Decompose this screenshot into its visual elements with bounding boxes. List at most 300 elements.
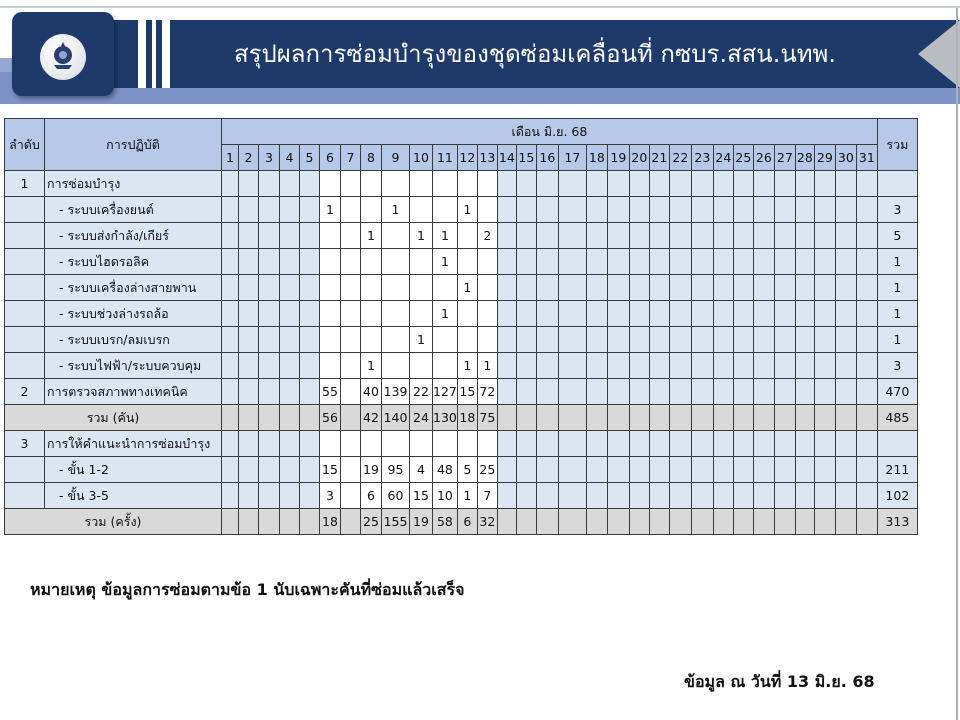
day-cell <box>497 509 516 535</box>
day-cell <box>558 327 586 353</box>
day-cell: 40 <box>361 379 382 405</box>
day-cell <box>361 301 382 327</box>
day-cell <box>320 275 341 301</box>
day-cell: 1 <box>410 223 433 249</box>
day-cell <box>341 197 361 223</box>
day-cell <box>280 483 300 509</box>
day-cell <box>607 301 629 327</box>
day-cell: 1 <box>457 483 477 509</box>
day-cell <box>280 301 300 327</box>
day-cell <box>774 509 795 535</box>
day-cell <box>558 457 586 483</box>
day-cell <box>497 171 516 197</box>
day-header-cell: 3 <box>259 145 280 171</box>
row-number: 1 <box>5 171 45 197</box>
day-cell <box>239 431 259 457</box>
day-cell <box>795 457 814 483</box>
day-header-cell: 31 <box>856 145 877 171</box>
day-cell <box>457 301 477 327</box>
day-cell <box>795 171 814 197</box>
day-cell <box>558 509 586 535</box>
day-header-cell: 28 <box>795 145 814 171</box>
day-cell <box>856 327 877 353</box>
row-total: 1 <box>877 327 917 353</box>
day-cell <box>649 509 669 535</box>
day-cell <box>433 431 458 457</box>
day-cell <box>774 249 795 275</box>
day-cell <box>239 223 259 249</box>
table-row <box>5 249 918 275</box>
day-cell <box>795 405 814 431</box>
emblem-logo <box>40 34 86 80</box>
row-label: - ขั้น 3-5 <box>45 483 222 509</box>
day-cell: 58 <box>433 509 458 535</box>
day-cell <box>361 275 382 301</box>
day-cell: 24 <box>410 405 433 431</box>
day-cell <box>516 483 536 509</box>
total-row <box>5 509 918 535</box>
day-cell <box>713 327 733 353</box>
day-cell <box>320 301 341 327</box>
table-row <box>5 327 918 353</box>
day-cell <box>856 171 877 197</box>
day-cell <box>669 171 691 197</box>
day-cell: 25 <box>361 509 382 535</box>
total-label: รวม (คัน) <box>5 405 222 431</box>
row-total: 1 <box>877 275 917 301</box>
day-cell <box>856 509 877 535</box>
day-cell <box>856 223 877 249</box>
day-cell <box>774 405 795 431</box>
row-number <box>5 353 45 379</box>
day-cell <box>586 353 607 379</box>
row-number <box>5 275 45 301</box>
day-cell <box>691 171 713 197</box>
day-cell <box>536 301 558 327</box>
row-total: 485 <box>877 405 917 431</box>
day-cell: 130 <box>433 405 458 431</box>
row-number <box>5 223 45 249</box>
day-cell <box>753 223 774 249</box>
day-cell: 1 <box>457 353 477 379</box>
day-cell <box>222 353 239 379</box>
day-cell <box>795 301 814 327</box>
day-cell <box>691 457 713 483</box>
day-cell <box>239 379 259 405</box>
day-cell <box>516 353 536 379</box>
day-cell <box>382 353 410 379</box>
day-cell: 2 <box>477 223 497 249</box>
day-cell <box>856 457 877 483</box>
day-cell <box>649 249 669 275</box>
day-cell <box>649 275 669 301</box>
day-cell <box>516 223 536 249</box>
row-label: - ระบบไฟฟ้า/ระบบควบคุม <box>45 353 222 379</box>
day-cell <box>669 301 691 327</box>
day-cell <box>691 353 713 379</box>
day-cell <box>259 249 280 275</box>
day-cell <box>835 327 856 353</box>
page-title: สรุปผลการซ่อมบำรุงของชุดซ่อมเคลื่อนที่ กซบร.สสน.นทพ. <box>233 40 837 68</box>
day-cell <box>856 483 877 509</box>
day-cell <box>239 457 259 483</box>
day-cell <box>629 197 649 223</box>
day-cell <box>239 483 259 509</box>
day-cell <box>607 431 629 457</box>
right-border <box>956 8 958 720</box>
day-header-cell: 15 <box>516 145 536 171</box>
day-cell <box>774 301 795 327</box>
day-cell <box>753 509 774 535</box>
day-cell <box>382 223 410 249</box>
day-cell <box>586 405 607 431</box>
day-cell <box>361 249 382 275</box>
day-cell: 140 <box>382 405 410 431</box>
day-cell <box>629 275 649 301</box>
day-cell <box>733 249 753 275</box>
day-cell <box>586 197 607 223</box>
day-cell <box>558 301 586 327</box>
day-cell <box>280 171 300 197</box>
day-cell <box>649 431 669 457</box>
day-cell <box>477 171 497 197</box>
row-total: 470 <box>877 379 917 405</box>
day-cell <box>259 223 280 249</box>
day-cell <box>477 197 497 223</box>
day-cell <box>835 223 856 249</box>
table-row <box>5 223 918 249</box>
day-cell <box>835 353 856 379</box>
day-cell <box>259 353 280 379</box>
day-cell <box>320 223 341 249</box>
row-number <box>5 327 45 353</box>
day-cell <box>300 171 320 197</box>
day-cell <box>320 353 341 379</box>
day-cell <box>497 197 516 223</box>
day-cell <box>795 275 814 301</box>
day-cell: 1 <box>382 197 410 223</box>
table-row <box>5 431 918 457</box>
day-cell <box>835 457 856 483</box>
day-header-cell: 19 <box>607 145 629 171</box>
day-cell <box>607 197 629 223</box>
day-cell <box>691 223 713 249</box>
day-cell <box>795 353 814 379</box>
day-cell <box>753 197 774 223</box>
day-cell <box>753 249 774 275</box>
day-cell <box>341 327 361 353</box>
row-label: - ระบบเครื่องล่างสายพาน <box>45 275 222 301</box>
day-cell <box>753 301 774 327</box>
day-cell <box>733 483 753 509</box>
day-cell <box>477 301 497 327</box>
day-cell <box>300 405 320 431</box>
emblem-icon <box>40 34 86 80</box>
day-cell <box>497 275 516 301</box>
day-header-cell: 27 <box>774 145 795 171</box>
day-cell <box>713 275 733 301</box>
day-cell: 139 <box>382 379 410 405</box>
day-cell <box>856 353 877 379</box>
day-cell: 19 <box>361 457 382 483</box>
footnote: หมายเหตุ ข้อมูลการซ่อมตามข้อ 1 นับเฉพาะคันที่ซ่อมแล้วเสร็จ <box>30 580 465 599</box>
day-header-cell: 4 <box>280 145 300 171</box>
day-cell <box>341 249 361 275</box>
day-header-cell: 23 <box>691 145 713 171</box>
day-cell <box>586 171 607 197</box>
day-cell <box>669 457 691 483</box>
day-cell <box>341 353 361 379</box>
day-cell <box>753 327 774 353</box>
day-cell <box>814 275 835 301</box>
day-cell <box>629 483 649 509</box>
table-row <box>5 457 918 483</box>
col-header-total: รวม <box>877 119 917 171</box>
day-cell <box>222 431 239 457</box>
day-cell <box>497 379 516 405</box>
table-row <box>5 275 918 301</box>
day-cell <box>649 171 669 197</box>
day-cell: 1 <box>410 327 433 353</box>
day-cell <box>280 223 300 249</box>
day-cell <box>341 457 361 483</box>
day-cell <box>669 431 691 457</box>
row-total: 313 <box>877 509 917 535</box>
day-cell <box>536 223 558 249</box>
day-header-cell: 29 <box>814 145 835 171</box>
day-cell <box>629 405 649 431</box>
day-cell <box>300 353 320 379</box>
day-cell <box>558 275 586 301</box>
day-cell <box>536 379 558 405</box>
row-label: - ขั้น 1-2 <box>45 457 222 483</box>
data-date: ข้อมูล ณ วันที่ 13 มิ.ย. 68 <box>684 672 875 691</box>
day-cell <box>516 509 536 535</box>
day-cell <box>835 483 856 509</box>
day-cell <box>497 301 516 327</box>
day-cell <box>733 171 753 197</box>
day-cell <box>516 171 536 197</box>
day-cell: 1 <box>457 275 477 301</box>
day-cell <box>691 327 713 353</box>
day-cell <box>259 301 280 327</box>
day-cell <box>300 431 320 457</box>
day-cell <box>222 301 239 327</box>
row-number: 3 <box>5 431 45 457</box>
day-cell <box>516 379 536 405</box>
day-cell <box>753 457 774 483</box>
day-cell <box>649 379 669 405</box>
day-cell <box>691 483 713 509</box>
day-cell <box>795 223 814 249</box>
day-cell <box>382 275 410 301</box>
day-cell <box>320 171 341 197</box>
day-cell <box>497 223 516 249</box>
day-cell <box>361 431 382 457</box>
day-cell <box>239 171 259 197</box>
day-cell <box>856 249 877 275</box>
day-cell: 15 <box>410 483 433 509</box>
day-cell: 6 <box>457 509 477 535</box>
day-cell <box>300 457 320 483</box>
day-cell <box>536 197 558 223</box>
day-header-cell: 30 <box>835 145 856 171</box>
day-cell: 56 <box>320 405 341 431</box>
day-cell <box>856 405 877 431</box>
day-cell <box>814 197 835 223</box>
day-cell <box>239 405 259 431</box>
row-number: 2 <box>5 379 45 405</box>
day-cell <box>814 301 835 327</box>
day-cell <box>457 249 477 275</box>
day-cell <box>558 171 586 197</box>
day-cell <box>410 275 433 301</box>
table-row <box>5 353 918 379</box>
day-cell <box>713 379 733 405</box>
day-cell: 75 <box>477 405 497 431</box>
day-cell <box>713 509 733 535</box>
day-cell <box>536 275 558 301</box>
day-cell <box>691 405 713 431</box>
day-cell <box>669 405 691 431</box>
day-cell <box>586 509 607 535</box>
day-cell <box>239 249 259 275</box>
day-cell <box>259 457 280 483</box>
day-cell <box>713 249 733 275</box>
day-cell: 48 <box>433 457 458 483</box>
day-cell <box>733 327 753 353</box>
day-cell <box>300 483 320 509</box>
row-label: - ระบบส่งกำลัง/เกียร์ <box>45 223 222 249</box>
day-cell <box>410 171 433 197</box>
row-label: - ระบบไฮดรอลิค <box>45 249 222 275</box>
day-cell <box>536 431 558 457</box>
day-cell <box>733 301 753 327</box>
day-cell <box>497 483 516 509</box>
day-cell <box>222 249 239 275</box>
row-number <box>5 249 45 275</box>
row-total: 1 <box>877 301 917 327</box>
day-cell <box>835 431 856 457</box>
day-cell <box>629 223 649 249</box>
day-cell: 22 <box>410 379 433 405</box>
day-cell: 7 <box>477 483 497 509</box>
day-cell <box>516 431 536 457</box>
day-cell <box>713 223 733 249</box>
day-cell <box>774 431 795 457</box>
day-cell: 1 <box>433 301 458 327</box>
day-cell <box>280 249 300 275</box>
day-header-cell: 7 <box>341 145 361 171</box>
day-cell <box>629 509 649 535</box>
day-cell <box>558 483 586 509</box>
day-cell <box>222 223 239 249</box>
day-cell <box>629 379 649 405</box>
day-cell <box>629 431 649 457</box>
day-cell <box>814 405 835 431</box>
day-cell <box>280 431 300 457</box>
day-cell <box>713 301 733 327</box>
day-cell <box>382 327 410 353</box>
day-cell <box>516 457 536 483</box>
day-cell <box>516 275 536 301</box>
day-cell <box>856 379 877 405</box>
day-cell <box>457 327 477 353</box>
row-total: 3 <box>877 197 917 223</box>
day-cell <box>222 275 239 301</box>
day-cell <box>691 379 713 405</box>
day-cell <box>558 431 586 457</box>
day-cell <box>713 353 733 379</box>
day-cell <box>713 405 733 431</box>
day-cell <box>586 275 607 301</box>
day-header-cell: 5 <box>300 145 320 171</box>
day-cell <box>558 405 586 431</box>
day-cell <box>457 171 477 197</box>
day-cell <box>713 197 733 223</box>
day-cell <box>814 353 835 379</box>
day-cell <box>795 327 814 353</box>
day-header-cell: 12 <box>457 145 477 171</box>
day-cell: 5 <box>457 457 477 483</box>
day-header-cell: 2 <box>239 145 259 171</box>
day-cell <box>280 327 300 353</box>
day-header-cell: 20 <box>629 145 649 171</box>
row-total: 102 <box>877 483 917 509</box>
row-total: 3 <box>877 353 917 379</box>
day-cell: 1 <box>433 223 458 249</box>
day-cell: 42 <box>361 405 382 431</box>
day-cell <box>259 431 280 457</box>
row-number <box>5 457 45 483</box>
day-cell <box>669 379 691 405</box>
day-cell: 1 <box>457 197 477 223</box>
day-cell <box>733 509 753 535</box>
day-cell <box>341 171 361 197</box>
day-header-cell: 11 <box>433 145 458 171</box>
day-cell <box>239 509 259 535</box>
day-cell <box>222 327 239 353</box>
day-cell <box>835 301 856 327</box>
day-cell <box>239 301 259 327</box>
day-cell: 15 <box>320 457 341 483</box>
day-cell <box>774 353 795 379</box>
day-cell <box>259 275 280 301</box>
day-cell <box>691 509 713 535</box>
day-cell: 18 <box>457 405 477 431</box>
row-label: การให้คำแนะนำการซ่อมบำรุง <box>45 431 222 457</box>
day-cell <box>733 275 753 301</box>
day-header-cell: 6 <box>320 145 341 171</box>
day-cell <box>410 197 433 223</box>
day-cell <box>586 301 607 327</box>
day-cell <box>300 275 320 301</box>
day-cell <box>607 327 629 353</box>
day-cell <box>222 197 239 223</box>
day-cell <box>629 353 649 379</box>
day-cell <box>341 509 361 535</box>
day-cell <box>713 431 733 457</box>
day-cell <box>433 353 458 379</box>
day-cell <box>457 431 477 457</box>
day-cell <box>753 405 774 431</box>
day-cell <box>733 405 753 431</box>
day-cell: 1 <box>433 249 458 275</box>
day-cell <box>774 275 795 301</box>
day-cell <box>222 405 239 431</box>
day-cell <box>607 379 629 405</box>
day-cell <box>320 431 341 457</box>
